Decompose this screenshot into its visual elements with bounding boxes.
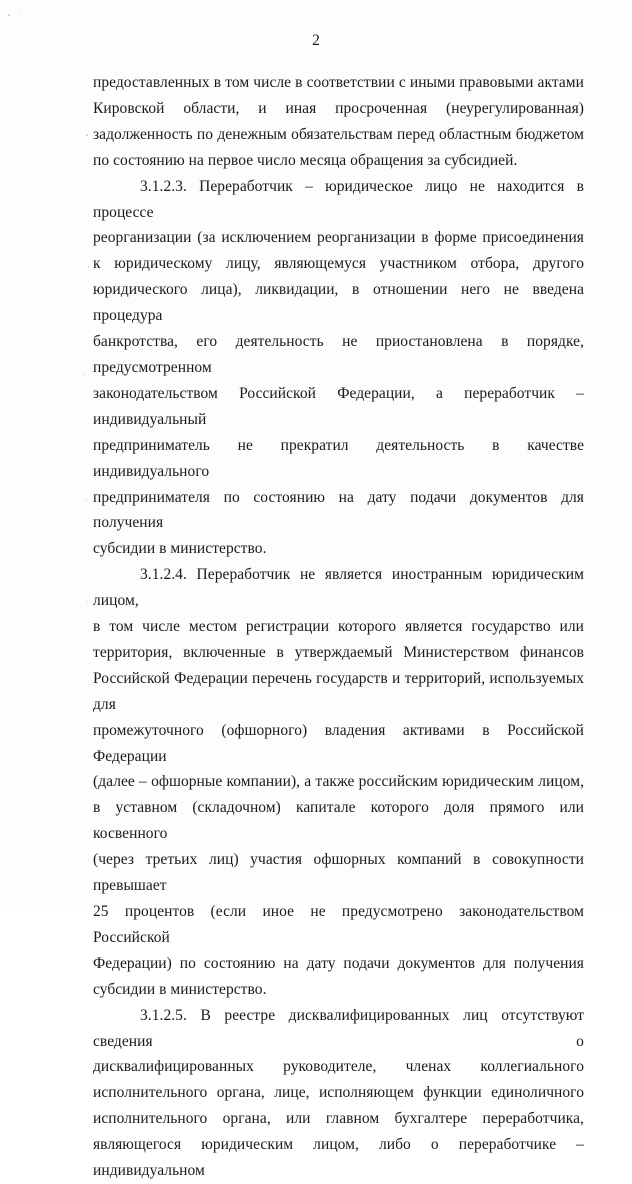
text-line: задолженность по денежным обязательствам перед областным бюджетом [93, 125, 584, 143]
text-line: законодательством Российской Федерации, а переработчик – индивидуальный [93, 384, 584, 428]
text-line: предоставленных в том числе в соответствии с иными правовыми актами [93, 74, 584, 91]
text-line: исполнительного органа, лице, исполняющем функции единоличного [93, 1084, 584, 1102]
scan-speck [8, 14, 10, 16]
text-line: предпринимателя по состоянию на дату подачи документов для получения [93, 488, 584, 532]
text-line: 3.1.2.4. Переработчик не является иностранным юридическим лицом, [93, 566, 584, 610]
page-number: 2 [312, 32, 320, 49]
text-line: банкротства, его деятельность не приостановлена в порядке, предусмотренном [93, 333, 584, 376]
text-line: в том числе местом регистрации которого является государство или [93, 618, 584, 636]
text-line: к юридическому лицу, являющемуся участником отбора, другого [93, 255, 584, 273]
text-line: территория, включенные в утверждаемый Министерством финансов [93, 643, 584, 661]
text-line: субсидии в министерство. [93, 980, 267, 998]
text-line: являющегося юридическим лицом, либо о переработчике – индивидуальном [93, 1136, 584, 1180]
text-line: в уставном (складочном) капитале которого доля прямого или косвенного [93, 799, 584, 843]
text-line: реорганизации (за исключением реорганизации в форме присоединения [93, 229, 584, 247]
scan-speck [87, 601, 88, 602]
text-line: промежуточного (офшорного) владения активами в Российской Федерации [93, 721, 584, 765]
scan-speck [20, 10, 21, 11]
paragraph-3-1-2-4 [93, 562, 584, 1002]
text-line: юридического лица), ликвидации, в отношении него не введена процедура [93, 281, 584, 325]
paragraph-3-1-2-3 [93, 174, 584, 563]
document-body [93, 70, 584, 1184]
text-line: предприниматель не прекратил деятельность в качестве индивидуального [93, 436, 584, 480]
text-line: исполнительного органа, или главном бухгалтере переработчика, [93, 1110, 584, 1128]
text-line: (далее – офшорные компании), а также российским юридическим лицом, [93, 773, 584, 791]
text-line: Федерации) по состоянию на дату подачи документов для получения [93, 954, 584, 972]
text-line: 3.1.2.3. Переработчик – юридическое лицо не находится в процессе [93, 177, 584, 221]
text-line: 3.1.2.5. В реестре дисквалифицированных лиц отсутствуют сведения о [93, 1006, 584, 1050]
text-line: (через третьих лиц) участия офшорных компаний в совокупности превышает [93, 851, 584, 895]
scan-speck [85, 499, 87, 500]
text-line: дисквалифицированных руководителе, членах коллегиального [93, 1058, 584, 1076]
paragraph-3-1-2-5 [93, 1003, 584, 1184]
scan-speck [84, 375, 85, 376]
text-line: Российской Федерации перечень государств и территорий, используемых для [93, 669, 584, 713]
text-line: Кировской области, и иная просроченная (неурегулированная) [93, 99, 584, 117]
scan-speck [88, 266, 89, 268]
scan-speck [86, 134, 88, 136]
text-line: 25 процентов (если иное не предусмотрено законодательством Российской [93, 903, 584, 946]
paragraph-intro [93, 70, 584, 174]
text-line: по состоянию на первое число месяца обращения за субсидией. [93, 151, 518, 169]
text-line: субсидии в министерство. [93, 540, 267, 558]
